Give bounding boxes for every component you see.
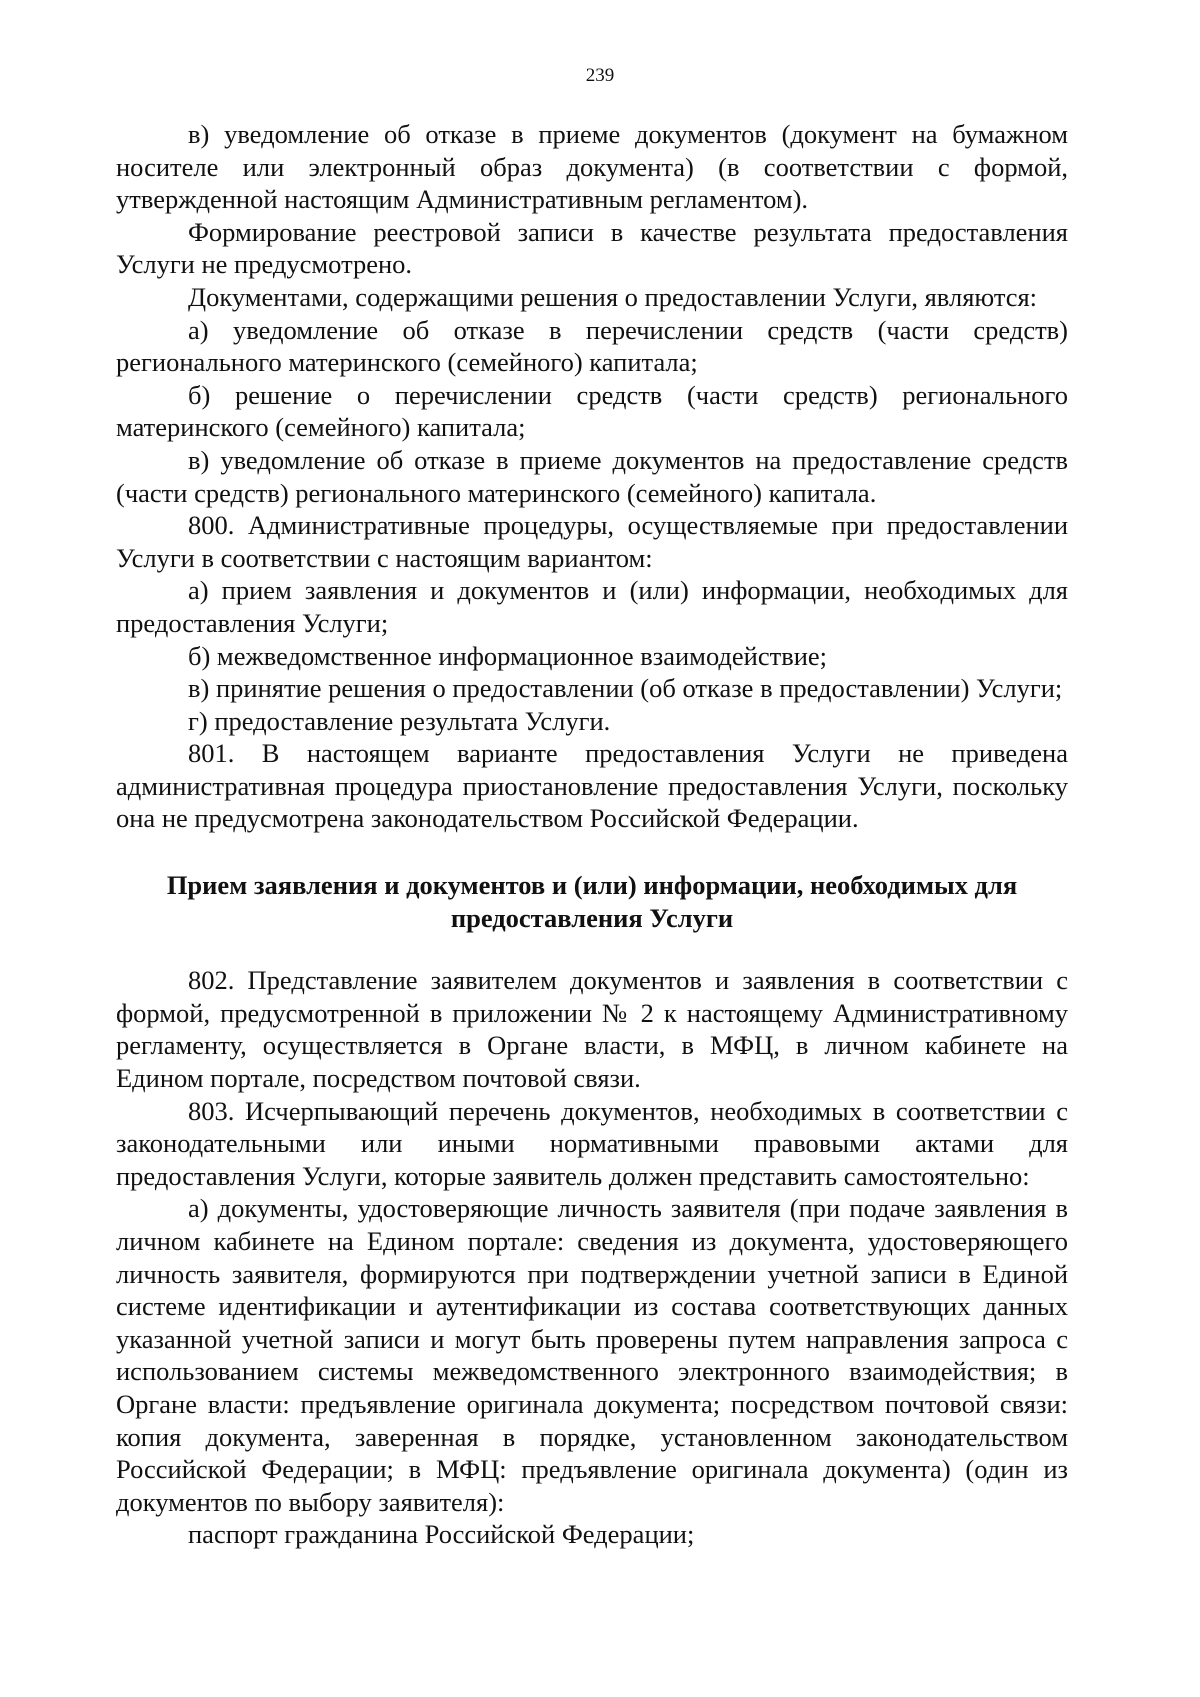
paragraph: в) уведомление об отказе в приеме документов на предоставление средств (части средств) регионального материнского (семейного) капитала. xyxy=(116,444,1068,508)
paragraph: 801. В настоящем варианте предоставления Услуги не приведена административная процедура приостановление предоставления Услуги, поскольку она не предусмотрена законодательством Российской Федерации. xyxy=(116,738,1068,834)
paragraph: в) уведомление об отказе в приеме документов (документ на бумажном носителе или электронный образ документа) (в соответствии с формой, утвержденной настоящим Административным регламентом). xyxy=(116,119,1068,215)
paragraph: Документами, содержащими решения о предоставлении Услуги, являются: xyxy=(188,281,1038,312)
document-body xyxy=(116,118,1068,1551)
paragraph: 802. Представление заявителем документов и заявления в соответствии с формой, предусмотренной в приложении № 2 к настоящему Административному регламенту, осуществляется в Органе власти, в МФЦ, в личном кабинете на Едином портале, посредством почтовой связи. xyxy=(116,965,1068,1094)
paragraph: а) уведомление об отказе в перечислении средств (части средств) регионального материнского (семейного) капитала; xyxy=(116,314,1068,378)
paragraph: паспорт гражданина Российской Федерации; xyxy=(188,1519,695,1550)
paragraph: б) решение о перечислении средств (части средств) регионального материнского (семейного) капитала; xyxy=(116,379,1068,443)
paragraph: в) принятие решения о предоставлении (об отказе в предоставлении) Услуги; xyxy=(188,673,1063,704)
paragraph: а) прием заявления и документов и (или) информации, необходимых для предоставления Услуги; xyxy=(116,575,1068,638)
paragraph: а) документы, удостоверяющие личность заявителя (при подаче заявления в личном кабинете на Едином портале: сведения из документа, удостоверяющего личность заявителя, формируются при подтверждении учетной записи в Единой системе идентификации и аутентификации из состава соответствующих данных указанной учетной записи и могут быть проверены путем направления запроса с использованием системы межведомственного электронного взаимодействия; в Органе власти: предъявление оригинала документа; посредством почтовой связи: копия документа, заверенная в порядке, установленном законодательством Российской Федерации; в МФЦ: предъявление оригинала документа) (один из документов по выбору заявителя): xyxy=(116,1193,1068,1517)
paragraph: г) предоставление результата Услуги. xyxy=(188,705,611,736)
paragraph: Формирование реестровой записи в качестве результата предоставления Услуги не предусмотрено. xyxy=(116,216,1068,280)
paragraph: 800. Административные процедуры, осуществляемые при предоставлении Услуги в соответствии с настоящим вариантом: xyxy=(116,510,1068,573)
section-heading-line: предоставления Услуги xyxy=(450,902,734,933)
paragraph: 803. Исчерпывающий перечень документов, необходимых в соответствии с законодательными или иными нормативными правовыми актами для предоставления Услуги, которые заявитель должен представить самостоятельно: xyxy=(116,1095,1068,1191)
paragraph: б) межведомственное информационное взаимодействие; xyxy=(188,640,828,671)
page-number: 239 xyxy=(585,65,615,86)
section-heading xyxy=(116,869,1068,934)
section-heading-line: Прием заявления и документов и (или) информации, необходимых для xyxy=(166,870,1018,901)
